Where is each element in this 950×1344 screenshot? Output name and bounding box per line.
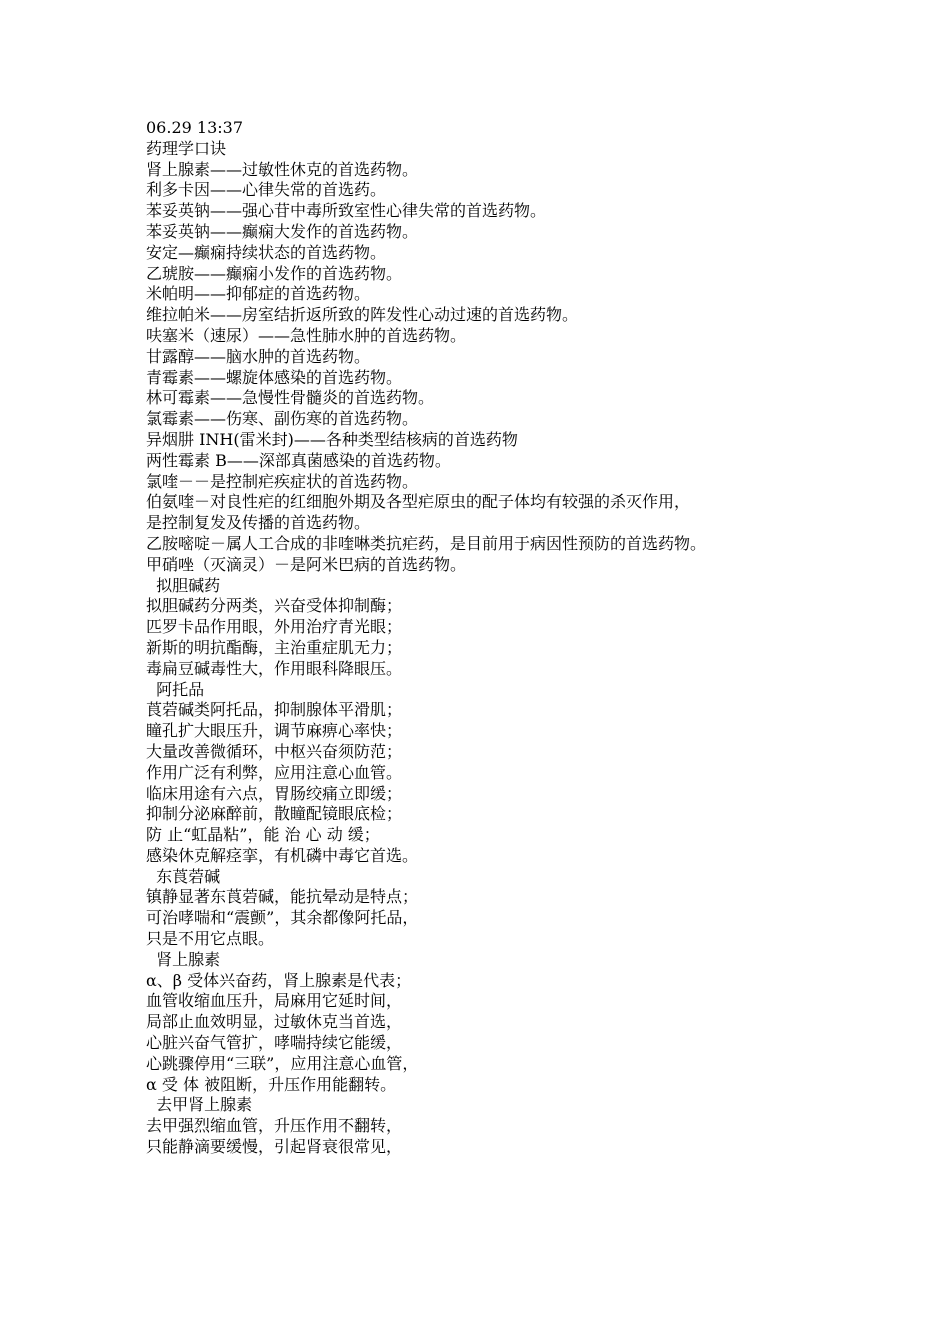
text-line: 抑制分泌麻醉前，散瞳配镜眼底检； — [146, 804, 403, 824]
text-line: 异烟肼 INH(雷米封)——各种类型结核病的首选药物 — [146, 429, 518, 449]
text-line: 甲硝唑（灭滴灵）－是阿米巴病的首选药物。 — [146, 554, 467, 574]
text-line: 氯霉素——伤寒、副伤寒的首选药物。 — [146, 409, 419, 429]
text-line: 心跳骤停用“三联”，应用注意心血管， — [146, 1053, 419, 1073]
text-line: 肾上腺素——过敏性休克的首选药物。 — [146, 159, 419, 179]
text-line: 只能静滴要缓慢，引起肾衰很常见， — [146, 1137, 403, 1157]
text-line: 镇静显著东莨菪碱，能抗晕动是特点； — [146, 887, 419, 907]
text-line: 血管收缩血压升，局麻用它延时间， — [146, 991, 403, 1011]
text-line: 伯氨喹－对良性疟的红细胞外期及各型疟原虫的配子体均有较强的杀灭作用， — [146, 492, 691, 512]
text-line: 感染休克解痉挛，有机磷中毒它首选。 — [146, 845, 419, 865]
text-line: 维拉帕米——房室结折返所致的阵发性心动过速的首选药物。 — [146, 305, 579, 325]
text-line: 林可霉素——急慢性骨髓炎的首选药物。 — [146, 388, 435, 408]
text-line: 匹罗卡品作用眼，外用治疗青光眼； — [146, 617, 403, 637]
text-line: 利多卡因——心律失常的首选药。 — [146, 180, 387, 200]
section-heading: 拟胆碱药 — [146, 575, 221, 595]
text-line: 局部止血效明显，过敏休克当首选， — [146, 1012, 403, 1032]
timestamp: 06.29 13:37 — [146, 118, 243, 137]
text-line: 乙琥胺——癫痫小发作的首选药物。 — [146, 263, 403, 283]
text-line: 乙胺嘧啶－属人工合成的非喹啉类抗疟药，是目前用于病因性预防的首选药物。 — [146, 533, 707, 553]
document-page — [146, 118, 906, 1158]
text-line: 新斯的明抗酯酶，主治重症肌无力； — [146, 637, 403, 657]
text-line: 毒扁豆碱毒性大，作用眼科降眼压。 — [146, 658, 403, 678]
text-line: 作用广泛有利弊，应用注意心血管。 — [146, 762, 403, 782]
text-line: 瞳孔扩大眼压升，调节麻痹心率快； — [146, 721, 403, 741]
section-heading: 肾上腺素 — [146, 949, 221, 969]
text-line: 青霉素——螺旋体感染的首选药物。 — [146, 367, 403, 387]
text-line: α、β 受体兴奋药，肾上腺素是代表； — [146, 970, 412, 990]
text-line: 心脏兴奋气管扩，哮喘持续它能缓， — [146, 1033, 403, 1053]
text-line: 安定—癫痫持续状态的首选药物。 — [146, 242, 387, 262]
text-line: 苯妥英钠——癫痫大发作的首选药物。 — [146, 221, 419, 241]
text-line: 临床用途有六点，胃肠绞痛立即缓； — [146, 783, 403, 803]
text-line: 去甲强烈缩血管，升压作用不翻转， — [146, 1116, 403, 1136]
text-line: 可治哮喘和“震颤”，其余都像阿托品， — [146, 908, 419, 928]
text-line: 苯妥英钠——强心苷中毒所致室性心律失常的首选药物。 — [146, 201, 547, 221]
text-line: 莨菪碱类阿托品，抑制腺体平滑肌； — [146, 700, 403, 720]
text-line: 大量改善微循环，中枢兴奋须防范； — [146, 741, 403, 761]
text-line: 米帕明——抑郁症的首选药物。 — [146, 284, 371, 304]
text-line: 呋塞米（速尿）——急性肺水肿的首选药物。 — [146, 325, 467, 345]
text-line: 防 止“虹晶粘”，能 治 心 动 缓； — [146, 825, 380, 845]
text-line: 拟胆碱药分两类，兴奋受体抑制酶； — [146, 596, 403, 616]
text-line: 两性霉素 B——深部真菌感染的首选药物。 — [146, 450, 451, 470]
text-line: 甘露醇——脑水肿的首选药物。 — [146, 346, 371, 366]
section-heading: 东莨菪碱 — [146, 866, 221, 886]
section-heading: 阿托品 — [146, 679, 205, 699]
text-line: 只是不用它点眼。 — [146, 929, 275, 949]
document-title: 药理学口诀 — [146, 138, 227, 158]
text-line: 是控制复发及传播的首选药物。 — [146, 513, 371, 533]
section-heading: 去甲肾上腺素 — [146, 1095, 253, 1115]
text-line: α 受 体 被阻断，升压作用能翻转。 — [146, 1074, 397, 1094]
text-line: 氯喹－－是控制疟疾症状的首选药物。 — [146, 471, 419, 491]
